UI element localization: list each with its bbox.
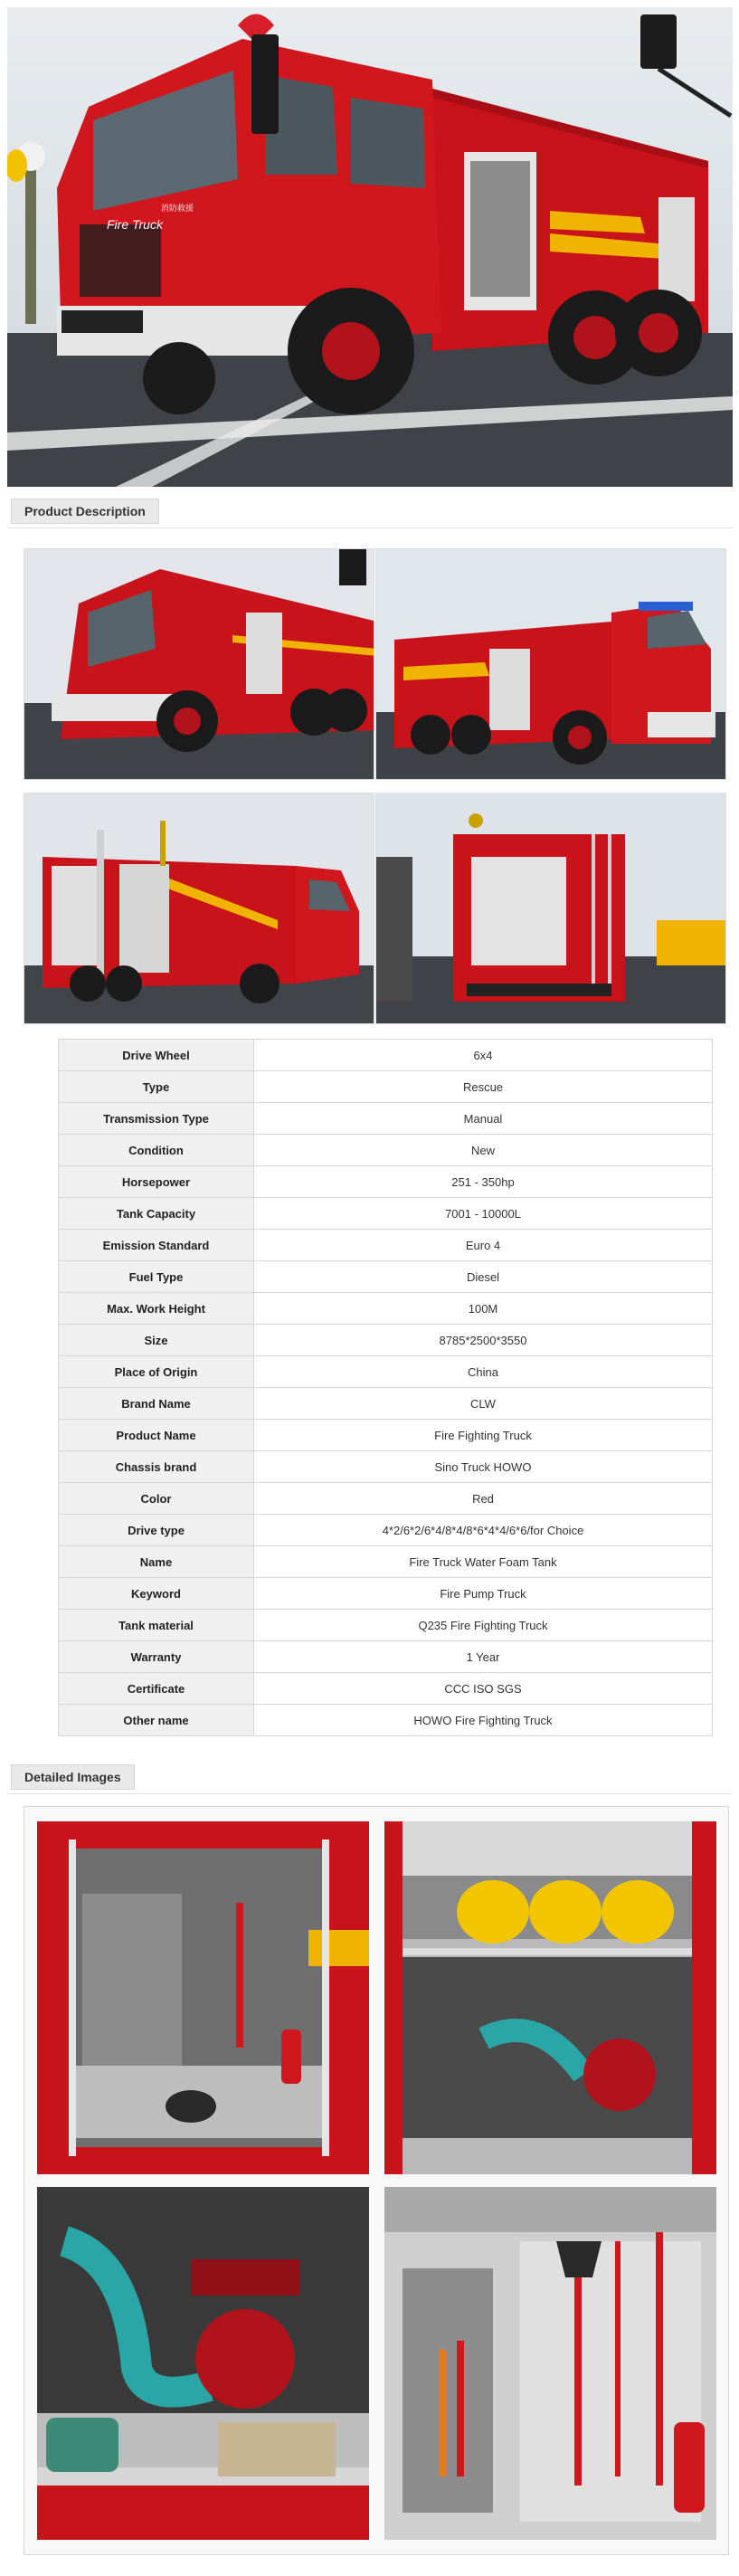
spec-row bbox=[59, 1166, 713, 1198]
spec-value: HOWO Fire Fighting Truck bbox=[254, 1705, 713, 1736]
spec-label: Fuel Type bbox=[59, 1261, 254, 1293]
spec-row bbox=[59, 1388, 713, 1420]
spec-row bbox=[59, 1451, 713, 1483]
fire-truck-rear-photo bbox=[375, 793, 726, 1024]
spec-label: Emission Standard bbox=[59, 1230, 254, 1261]
spec-row bbox=[59, 1610, 713, 1641]
spec-label: Horsepower bbox=[59, 1166, 254, 1198]
spec-row bbox=[59, 1673, 713, 1705]
spec-label: Type bbox=[59, 1071, 254, 1103]
tool-rack-compartment-photo bbox=[384, 2187, 716, 2540]
equipment-compartment-photo bbox=[37, 1821, 369, 2174]
spec-value: Q235 Fire Fighting Truck bbox=[254, 1610, 713, 1641]
spec-value: CCC ISO SGS bbox=[254, 1673, 713, 1705]
spec-label: Warranty bbox=[59, 1641, 254, 1673]
spec-label: Color bbox=[59, 1483, 254, 1515]
spec-value: Sino Truck HOWO bbox=[254, 1451, 713, 1483]
hero-fire-truck-photo bbox=[7, 7, 733, 487]
spec-row bbox=[59, 1705, 713, 1736]
spec-label: Condition bbox=[59, 1135, 254, 1166]
spec-row bbox=[59, 1641, 713, 1673]
spec-row bbox=[59, 1325, 713, 1356]
spec-row bbox=[59, 1103, 713, 1135]
spec-row bbox=[59, 1578, 713, 1610]
spec-row bbox=[59, 1135, 713, 1166]
fire-truck-front-left-photo bbox=[24, 548, 374, 780]
fire-truck-side-ladder-photo bbox=[24, 793, 374, 1024]
spec-value: Rescue bbox=[254, 1071, 713, 1103]
spec-label: Place of Origin bbox=[59, 1356, 254, 1388]
spec-value: Manual bbox=[254, 1103, 713, 1135]
spec-row bbox=[59, 1546, 713, 1578]
spec-value: Red bbox=[254, 1483, 713, 1515]
spec-value: New bbox=[254, 1135, 713, 1166]
spec-value: Fire Fighting Truck bbox=[254, 1420, 713, 1451]
spec-label: Certificate bbox=[59, 1673, 254, 1705]
pump-valve-closeup-photo bbox=[37, 2187, 369, 2540]
spec-label: Size bbox=[59, 1325, 254, 1356]
product-description-section-bar bbox=[7, 492, 733, 528]
spec-label: Drive type bbox=[59, 1515, 254, 1546]
spec-row bbox=[59, 1198, 713, 1230]
fire-truck-front-right-photo bbox=[375, 548, 726, 780]
spec-value: Fire Truck Water Foam Tank bbox=[254, 1546, 713, 1578]
specifications-table bbox=[58, 1039, 713, 1736]
spec-label: Keyword bbox=[59, 1578, 254, 1610]
spec-label: Tank Capacity bbox=[59, 1198, 254, 1230]
spec-label: Tank material bbox=[59, 1610, 254, 1641]
spec-label: Name bbox=[59, 1546, 254, 1578]
spec-row bbox=[59, 1356, 713, 1388]
spec-row bbox=[59, 1293, 713, 1325]
spec-label: Product Name bbox=[59, 1420, 254, 1451]
hose-pump-compartment-photo bbox=[384, 1821, 716, 2174]
spec-value: China bbox=[254, 1356, 713, 1388]
spec-label: Max. Work Height bbox=[59, 1293, 254, 1325]
cab-lettering-small: 消防救援 bbox=[161, 204, 194, 214]
spec-label: Drive Wheel bbox=[59, 1040, 254, 1071]
spec-value: 7001 - 10000L bbox=[254, 1198, 713, 1230]
spec-value: 1 Year bbox=[254, 1641, 713, 1673]
spec-label: Other name bbox=[59, 1705, 254, 1736]
spec-row bbox=[59, 1515, 713, 1546]
spec-value: Fire Pump Truck bbox=[254, 1578, 713, 1610]
hero-fire-truck-illustration bbox=[7, 7, 733, 487]
spec-row bbox=[59, 1420, 713, 1451]
spec-value: 6x4 bbox=[254, 1040, 713, 1071]
spec-row bbox=[59, 1040, 713, 1071]
spec-value: Diesel bbox=[254, 1261, 713, 1293]
spec-value: 251 - 350hp bbox=[254, 1166, 713, 1198]
detailed-images-frame bbox=[24, 1806, 729, 2555]
spec-value: CLW bbox=[254, 1388, 713, 1420]
spec-row bbox=[59, 1230, 713, 1261]
spec-value: 4*2/6*2/6*4/8*4/8*6*4*4/6*6/for Choice bbox=[254, 1515, 713, 1546]
product-description-tab: Product Description bbox=[11, 499, 159, 524]
spec-label: Transmission Type bbox=[59, 1103, 254, 1135]
spec-value: 8785*2500*3550 bbox=[254, 1325, 713, 1356]
detailed-images-tab: Detailed Images bbox=[11, 1764, 135, 1790]
spec-row bbox=[59, 1483, 713, 1515]
spec-value: 100M bbox=[254, 1293, 713, 1325]
spec-row bbox=[59, 1261, 713, 1293]
spec-value: Euro 4 bbox=[254, 1230, 713, 1261]
spec-label: Chassis brand bbox=[59, 1451, 254, 1483]
spec-row bbox=[59, 1071, 713, 1103]
detailed-images-section-bar bbox=[7, 1758, 733, 1794]
cab-lettering: Fire Truck bbox=[107, 217, 163, 232]
spec-label: Brand Name bbox=[59, 1388, 254, 1420]
